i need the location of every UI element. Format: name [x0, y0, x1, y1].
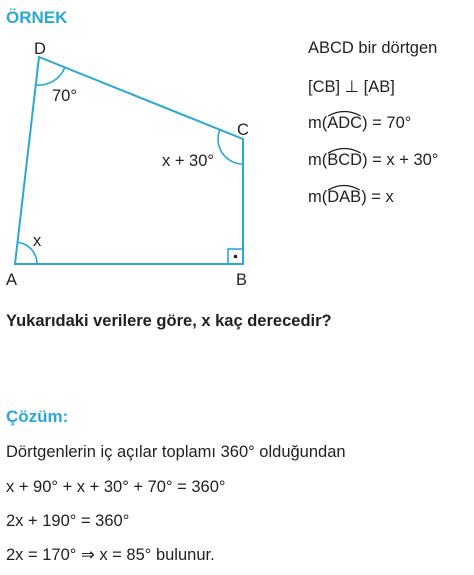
angle-label-c: x + 30° [162, 152, 215, 170]
angle-arc-notation: BCD [327, 151, 362, 170]
given-line-3: m( ADC) = 70° [308, 114, 411, 133]
angle-label-a: x [33, 232, 42, 250]
angle-label-d: 70° [52, 87, 77, 105]
quadrilateral-figure [0, 30, 300, 300]
given-line-5: m( DAB) = x [308, 188, 394, 207]
question-text: Yukarıdaki verilere göre, x kaç derecedir? [6, 312, 332, 330]
right-angle-dot [234, 255, 238, 259]
angle-arc-d [35, 67, 65, 85]
given-line-2: [CB] ⊥ [AB] [308, 78, 395, 96]
solution-line-1: Dörtgenlerin iç açılar toplamı 360° olduğundan [6, 443, 346, 461]
vertex-label-d: D [34, 40, 46, 58]
solution-line-4: 2x = 170° ⇒ x = 85° bulunur. [6, 546, 215, 564]
angle-arc-notation: ADC [327, 114, 362, 133]
given-line-4: m( BCD) = x + 30° [308, 151, 438, 170]
solution-line-2: x + 90° + x + 30° + 70° = 360° [6, 478, 226, 496]
solution-heading: Çözüm: [6, 407, 69, 426]
solution-line-3: 2x + 190° = 360° [6, 512, 130, 530]
vertex-label-a: A [6, 271, 18, 289]
vertex-label-b: B [236, 271, 248, 289]
example-heading: ÖRNEK [6, 8, 68, 27]
angle-arc-notation: DAB [327, 188, 361, 207]
given-line-1: ABCD bir dörtgen [308, 39, 438, 57]
vertex-label-c: C [237, 121, 249, 139]
